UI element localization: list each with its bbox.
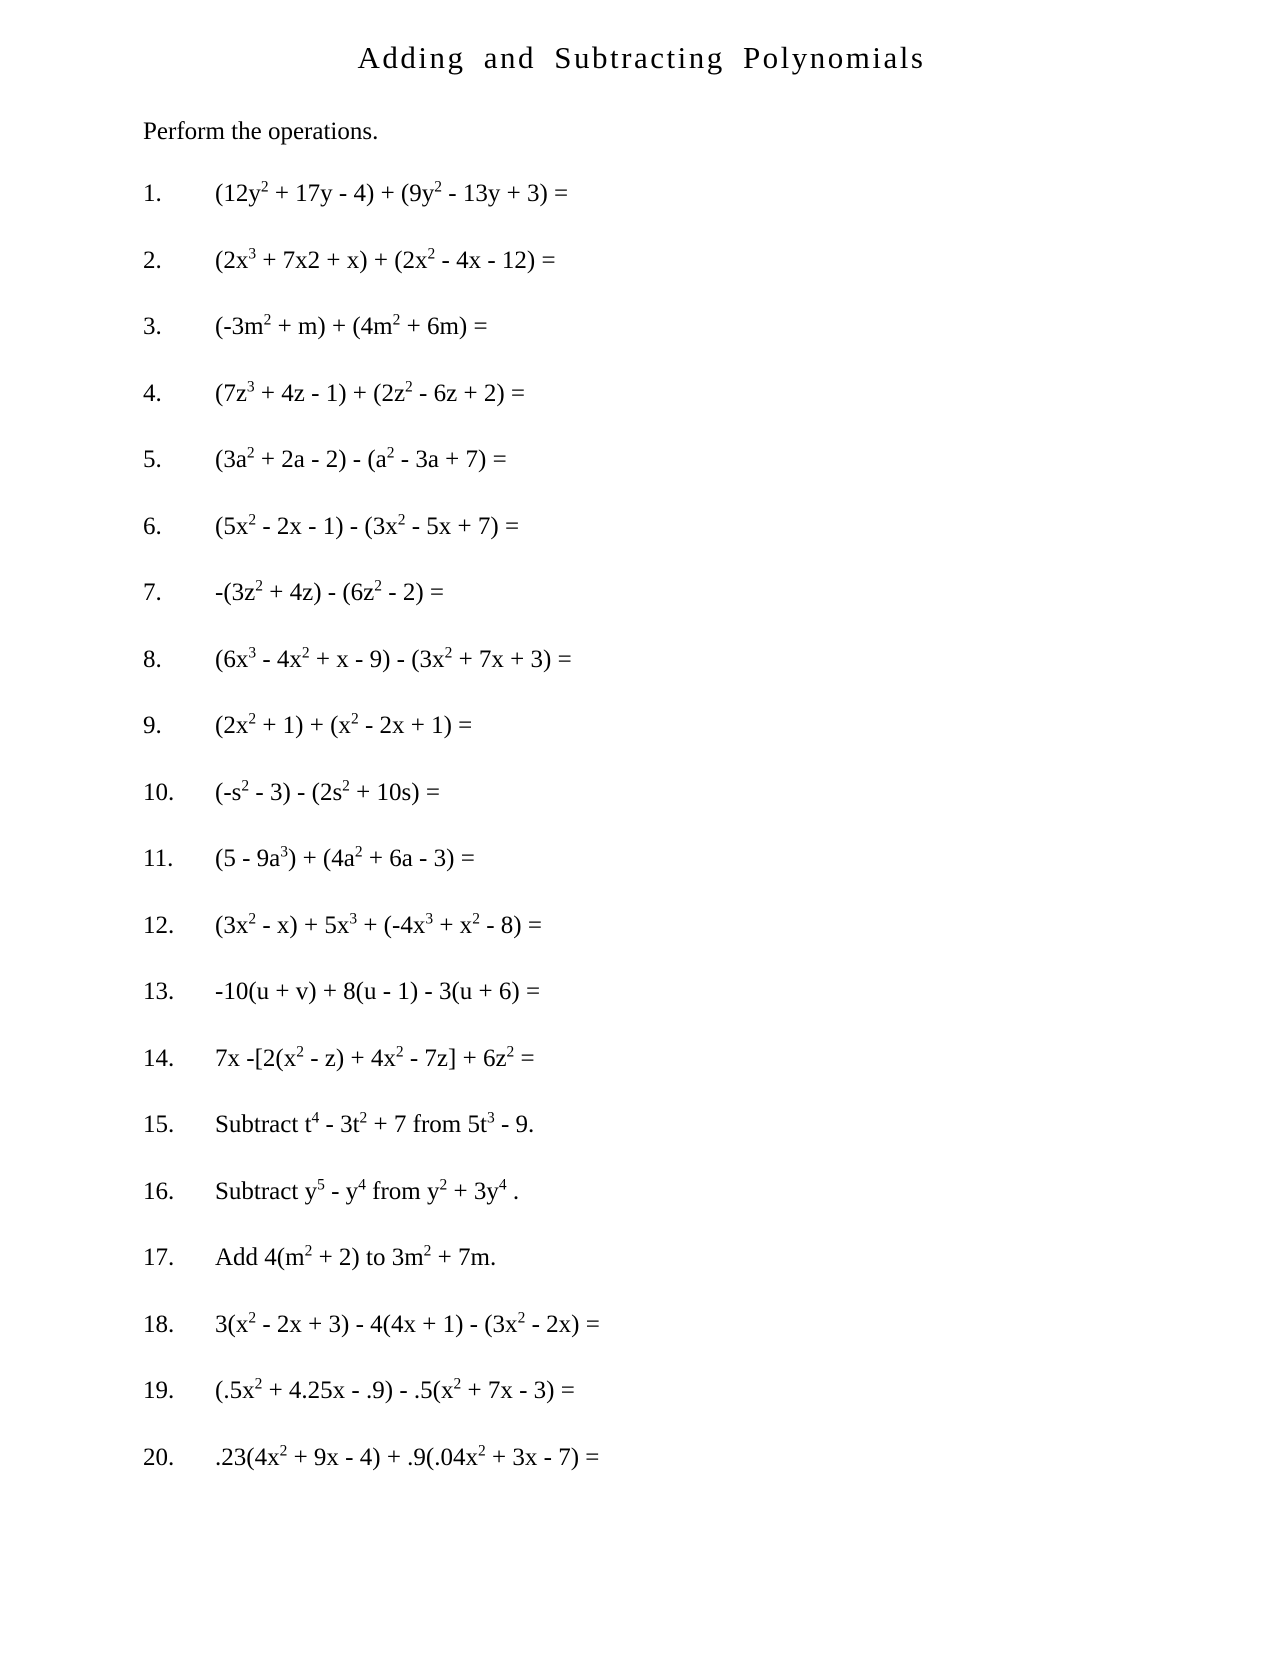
- problem-row: [143, 446, 1210, 474]
- problem-number: 2.: [143, 246, 162, 274]
- problem-text: $(-3m^2 + m) + (4m^2 + 6m)$ =: [215, 311, 488, 340]
- problems-list: [143, 180, 1210, 1472]
- problem-text: $(2x^3 + 7x2 + x) + (2x^2 - 4x - 12)$ =: [215, 245, 556, 274]
- problem-row: [143, 646, 1210, 674]
- problem-number: 20.: [143, 1443, 175, 1471]
- problem-row: [143, 712, 1210, 740]
- problem-row: [143, 779, 1210, 807]
- problem-row: [143, 978, 1210, 1006]
- problem-number: 5.: [143, 446, 162, 473]
- problem-text: $.23(4x^2 + 9x - 4) + .9(.04x^2 + 3x - 7)$ =: [215, 1442, 600, 1471]
- problem-number: 3.: [143, 313, 162, 340]
- problem-text: $(-s^2 - 3) - (2s^2 + 10s)$ =: [215, 777, 440, 806]
- problem-number: 12.: [143, 911, 175, 939]
- instruction-text: Perform the operations.: [143, 118, 379, 145]
- problem-text: -10(u + v) + 8(u - 1) - 3(u + 6) =: [215, 978, 541, 1005]
- problem-text: $-(3z^2 + 4z) - (6z^2 - 2)$ =: [215, 577, 445, 606]
- problem-row: [143, 1311, 1210, 1339]
- problem-text: 7x $-[2(x^2 - z) + 4x^2 - 7z] + 6z^2$ =: [215, 1043, 535, 1072]
- problem-text: $(12y^2 + 17y - 4) + (9y^2 - 13y + 3)$ =: [215, 178, 569, 207]
- problem-row: [143, 380, 1210, 408]
- problem-number: 10.: [143, 778, 175, 806]
- problem-number: 17.: [143, 1244, 175, 1271]
- problem-number: 1.: [143, 180, 162, 207]
- problem-text: $(2x^2 + 1) + (x^2 - 2x + 1)$ =: [215, 710, 473, 739]
- problem-text: $(5 - 9a^3) + (4a^2 + 6a - 3)$ =: [215, 843, 475, 872]
- problem-number: 19.: [143, 1377, 175, 1404]
- problem-row: [143, 1045, 1210, 1073]
- problem-text: $(3a^2 + 2a - 2) - (a^2 - 3a + 7)$ =: [215, 444, 507, 473]
- problem-text: Subtract $y^5 - y^4$ from $y^2 + 3y^4$ .: [215, 1176, 520, 1205]
- problem-number: 11.: [143, 845, 174, 872]
- problem-number: 16.: [143, 1177, 175, 1205]
- problem-row: [143, 247, 1210, 275]
- problem-row: [143, 1244, 1210, 1272]
- problem-row: [143, 180, 1210, 208]
- page-title: Adding and Subtracting Polynomials: [357, 40, 926, 75]
- problem-row: [143, 1377, 1210, 1405]
- problem-number: 18.: [143, 1310, 175, 1338]
- problem-row: [143, 912, 1210, 940]
- problem-row: [143, 313, 1210, 341]
- problem-number: 14.: [143, 1044, 175, 1072]
- problem-text: $(6x^3 - 4x^2 + x - 9) - (3x^2 + 7x + 3)$ =: [215, 644, 572, 673]
- problem-text: $(.5x^2 + 4.25x - .9) - .5(x^2 + 7x - 3)$ =: [215, 1375, 575, 1404]
- problem-text: $(5x^2 - 2x - 1) - (3x^2 - 5x + 7)$ =: [215, 511, 520, 540]
- problem-row: [143, 1444, 1210, 1472]
- problem-row: [143, 513, 1210, 541]
- problem-number: 9.: [143, 712, 162, 739]
- problem-number: 6.: [143, 512, 162, 540]
- problem-row: [143, 845, 1210, 873]
- problem-row: [143, 1178, 1210, 1206]
- problem-text: $(3x^2 - x) + 5x^3 + (-4x^3 + x^2 - 8)$ =: [215, 910, 542, 939]
- problem-number: 7.: [143, 579, 162, 606]
- problem-text: $(7z^3 + 4z - 1) + (2z^2 - 6z + 2)$ =: [215, 378, 525, 407]
- problem-text: $3(x^2 - 2x + 3) - 4(4x + 1) - (3x^2 - 2x)$ =: [215, 1309, 600, 1338]
- problem-row: [143, 579, 1210, 607]
- problem-number: 8.: [143, 645, 162, 673]
- problem-number: 13.: [143, 978, 175, 1005]
- problem-number: 4.: [143, 379, 162, 407]
- problem-text: Add $4(m^2 + 2)$ to $3m^2 + 7m$.: [215, 1242, 497, 1271]
- problem-number: 15.: [143, 1111, 175, 1138]
- problem-row: [143, 1111, 1210, 1139]
- problem-text: Subtract $t^4 - 3t^2 + 7$ from $5t^3 - 9$.: [215, 1109, 535, 1138]
